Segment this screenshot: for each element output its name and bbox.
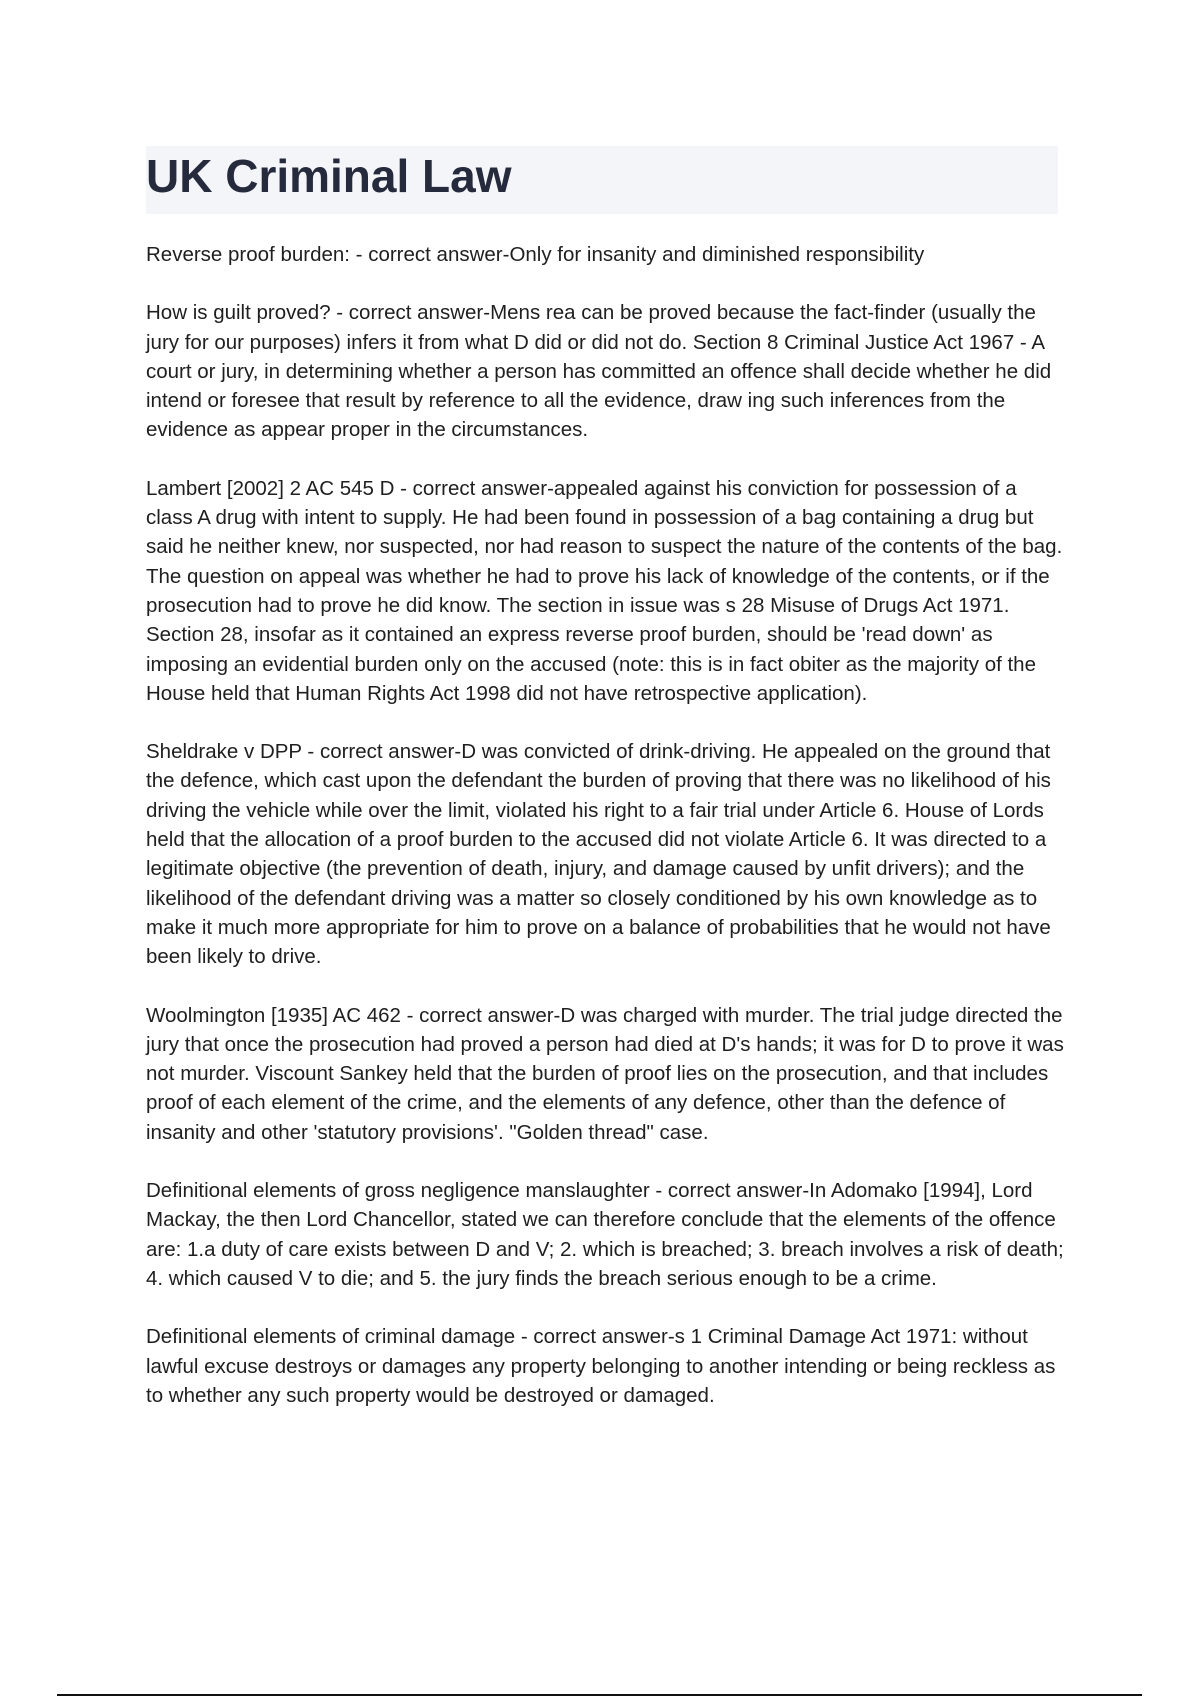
flashcard-entry: Lambert [2002] 2 AC 545 D - correct answer-appealed against his conviction for possession of a class A drug with intent to supply. He had been found in possession of a bag containing a drug but said he neither knew, nor suspected, nor had reason to suspect the nature of the contents of the bag. The question on appeal was whether he had to prove his lack of knowledge of the contents, or if the prosecution had to prove he did know. The section in issue was s 28 Misuse of Drugs Act 1971. Section 28, insofar as it contained an express reverse proof burden, should be 'read down' as imposing an evidential burden only on the accused (note: this is in fact obiter as the majority of the House held that Human Rights Act 1998 did not have retrospective application).: [146, 476, 1063, 705]
flashcard-entry: Sheldrake v DPP - correct answer-D was convicted of drink-driving. He appealed on the ground that the defence, which cast upon the defendant the burden of proving that there was no likelihood of his driving the vehicle while over the limit, violated his right to a fair trial under Article 6. House of Lords held that the allocation of a proof burden to the accused did not violate Article 6. It was directed to a legitimate objective (the prevention of death, injury, and damage caused by unfit drivers); and the likelihood of the defendant driving was a matter so closely conditioned by his own knowledge as to make it much more appropriate for him to prove on a balance of probabilities that he would not have been likely to drive.: [146, 740, 1051, 969]
flashcard-entry: Definitional elements of gross negligence manslaughter - correct answer-In Adomako [1994], Lord Mackay, the then Lord Chancellor, stated we can therefore conclude that the elements of the offence are: 1.a duty of care exists between D and V; 2. which is breached; 3. breach involves a risk of death; 4. which caused V to die; and 5. the jury finds the breach serious enough to be a crime.: [146, 1179, 1064, 1290]
title-banner: [146, 146, 1058, 214]
flashcard-entry: Reverse proof burden: - correct answer-Only for insanity and diminished responsibility: [146, 243, 925, 266]
flashcard-entry: Definitional elements of criminal damage - correct answer-s 1 Criminal Damage Act 1971: without lawful excuse destroys or damages any property belonging to another intending or being reckless as to whether any such property would be destroyed or damaged.: [146, 1325, 1056, 1407]
footer-divider: [57, 1694, 1142, 1696]
page-title: UK Criminal Law: [146, 150, 512, 202]
flashcard-entry: Woolmington [1935] AC 462 - correct answer-D was charged with murder. The trial judge directed the jury that once the prosecution had proved a person had died at D's hands; it was for D to prove it was not murder. Viscount Sankey held that the burden of proof lies on the prosecution, and that includes proof of each element of the crime, and the elements of any defence, other than the defence of insanity and other 'statutory provisions'. "Golden thread" case.: [146, 1003, 1064, 1144]
flashcard-entry: How is guilt proved? - correct answer-Mens rea can be proved because the fact-finder (usually the jury for our purposes) infers it from what D did or did not do. Section 8 Criminal Justice Act 1967 - A court or jury, in determining whether a person has committed an offence shall decide whether he did intend or foresee that result by reference to all the evidence, draw ing such inferences from the evidence as appear proper in the circumstances.: [146, 301, 1052, 442]
flashcard-list: [146, 240, 1066, 1439]
